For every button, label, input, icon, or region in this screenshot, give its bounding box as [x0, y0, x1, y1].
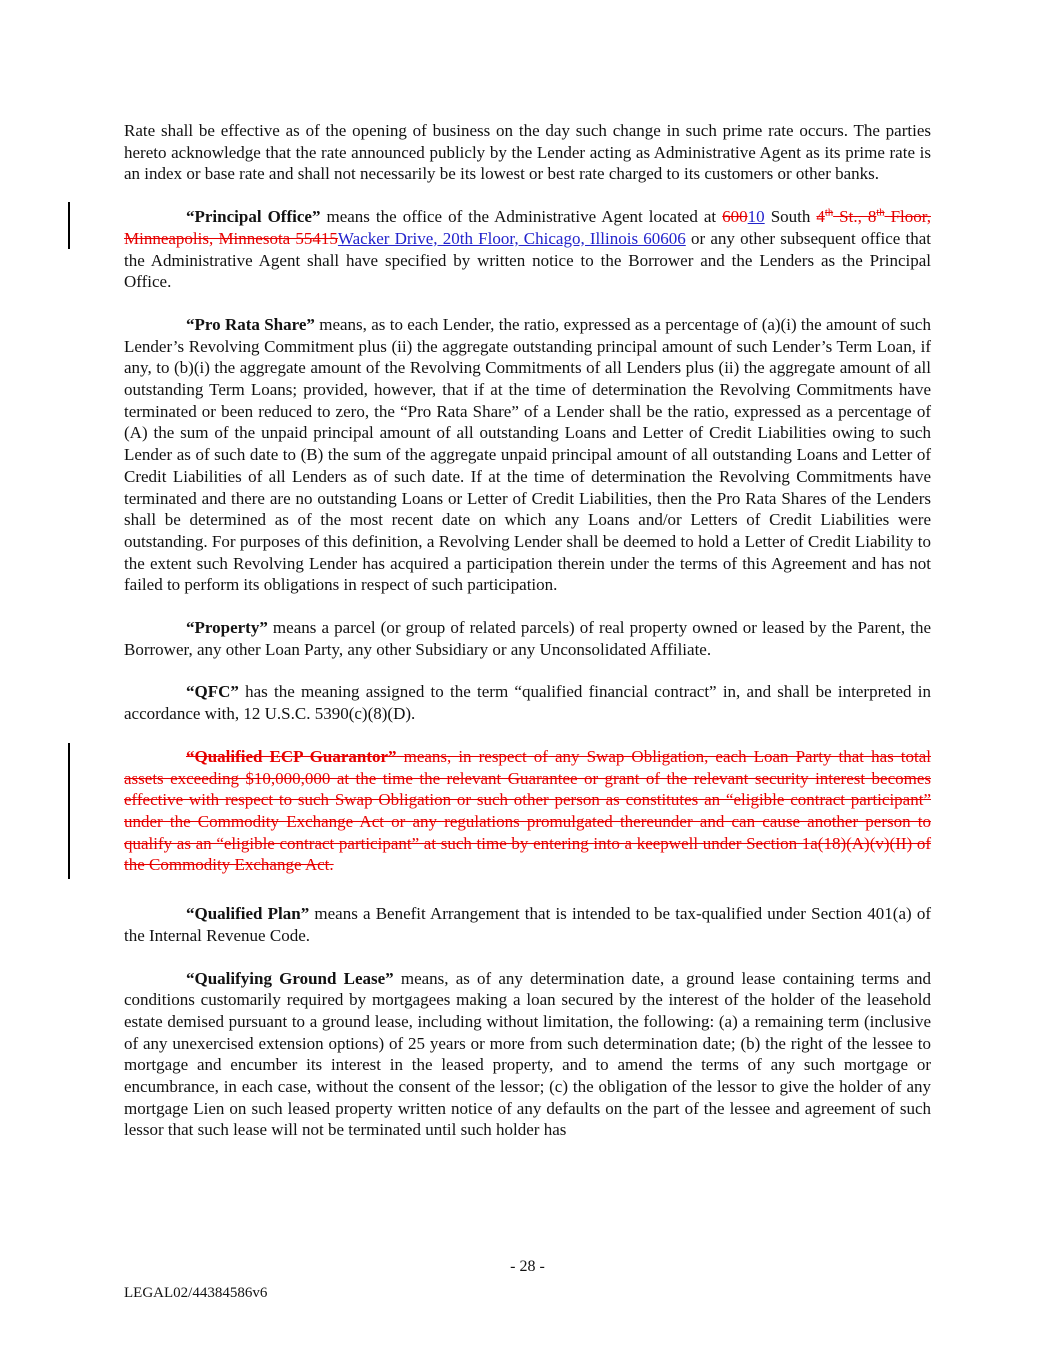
deleted-text: 4: [816, 207, 825, 227]
change-bar: [68, 202, 70, 249]
defined-term: “Property”: [186, 618, 268, 638]
para-principal-office: [124, 206, 931, 293]
para-prime-rate: [124, 120, 931, 185]
para-pro-rata-share: [124, 314, 931, 596]
para-qfc: [124, 681, 931, 724]
body-text-run: or any other subsequent office that the Administrative Agent shall have specified by written notice to the Borrower and the Lenders as the Principal Office.: [124, 228, 931, 292]
para-property: [124, 617, 931, 660]
defined-term: “QFC”: [186, 682, 239, 702]
deleted-text: means, in respect of any Swap Obligation, each Loan Party that has total assets exceeding $10,000,000 at the time the relevant Guarantee or grant of the relevant security interest becomes effective with respect to such Swap Obligation or such other person as constitutes an “eligible contract participant” under the Commodity Exchange Act or any regulations promulgated thereunder and can cause another person to qualify as an “eligible contract participant” at such time by entering into a keepwell under Section 1a(18)(A)(v)(II) of the Commodity Exchange Act.: [124, 746, 931, 875]
body-text-run: means a Benefit Arrangement that is intended to be tax-qualified under Section 401(a) of the Internal Revenue Code.: [124, 904, 931, 945]
defined-term: “Principal Office”: [186, 207, 321, 227]
para-qualified-ecp-guarantor: [124, 746, 931, 876]
inserted-text: 10: [747, 207, 765, 227]
body-text-run: has the meaning assigned to the term “qualified financial contract” in, and shall be interpreted in accordance with, 12 U.S.C. 5390(c)(8)(D).: [124, 682, 931, 724]
defined-term: “Qualified Plan”: [186, 904, 310, 924]
defined-term: “Pro Rata Share”: [186, 314, 315, 334]
body-text-run: means a parcel (or group of related parcels) of real property owned or leased by the Parent, the Borrower, any other Loan Party, any other Subsidiary or any Unconsolidated Affiliate.: [124, 618, 931, 659]
deleted-text: St., 8: [833, 207, 877, 227]
inserted-text: Wacker Drive, 20th Floor, Chicago, Illinois 60606: [337, 228, 686, 248]
deleted-superscript: th: [876, 207, 885, 219]
body-text-run: means the office of the Administrative Agent located at: [320, 207, 723, 227]
page-number: - 28 -: [510, 1258, 545, 1275]
change-bar: [68, 743, 70, 879]
body-text-run: means, as to each Lender, the ratio, expressed as a percentage of (a)(i) the amount of such Lender’s Revolving Commitment plus (ii) the aggregate outstanding principal amount of such Lender’s Term Loan, if any, to (b)(i) the aggregate amount of the Revolving Commitments of all Lenders plus (ii) the aggregate amount of all outstanding Term Loans; provided, however, that if at the time of determination the Revolving Commitments have terminated or been reduced to zero, the “Pro Rata Share” of a Lender shall be the ratio, expressed as a percentage of (A) the sum of the unpaid principal amount of all outstanding Loans and Letter of Credit Liabilities owing to such Lender as of such date to (B) the sum of the aggregate unpaid principal amount of all outstanding Loans and Letter of Credit Liabilities of all Lenders as of such date. If at the time of determination the Revolving Commitments have terminated and there are no outstanding Loans or Letter of Credit Liabilities, then the Pro Rata Shares of the Lenders shall be determined as of the most recent date on which any Loans and/or Letters of Credit Liabilities were outstanding. For purposes of this definition, a Revolving Lender shall be deemed to hold a Letter of Credit Liability to the extent such Revolving Lender has acquired a participation therein under the terms of this Agreement and has not failed to perform its obligations in respect of such participation.: [124, 314, 931, 595]
body-text-run: Rate shall be effective as of the opening of business on the day such change in such prime rate occurs. The parties hereto acknowledge that the rate announced publicly by the Lender acting as Administrative Agent as its prime rate is an index or base rate and shall not necessarily be its lowest or best rate charged to its customers or other banks.: [124, 121, 931, 184]
document-id-footer: LEGAL02/44384586v6: [124, 1285, 268, 1301]
deleted-defined-term: “Qualified ECP Guarantor”: [186, 746, 397, 766]
body-text-run: means, as of any determination date, a ground lease containing terms and conditions customarily required by mortgagees making a loan secured by the interest of the holder of the leasehold estate demised pursuant to a ground lease, including without limitation, the following: (a) a remaining term (inclusive of any unexercised extension options) of 25 years or more from such determination date; (b) the right of the lessee to mortgage and encumber its interest in the leased property, and to amend the terms of any such mortgage or encumbrance, in each case, without the consent of the lessor; (c) the obligation of the lessor to give the holder of any mortgage Lien on such leased property written notice of any defaults on the part of the lessee and agreement of such lessor that such lease will not be terminated until such holder has: [124, 968, 932, 1140]
document-body: [124, 120, 931, 1162]
deleted-text: 600: [722, 207, 748, 227]
deleted-superscript: th: [824, 207, 834, 219]
body-text-run: South: [764, 207, 817, 227]
para-qualifying-ground-lease: [124, 968, 931, 1142]
deleted-text: Floor, Minneapolis, Minnesota 55415: [124, 207, 931, 248]
para-qualified-plan: [124, 903, 931, 946]
defined-term: “Qualifying Ground Lease”: [186, 968, 394, 988]
